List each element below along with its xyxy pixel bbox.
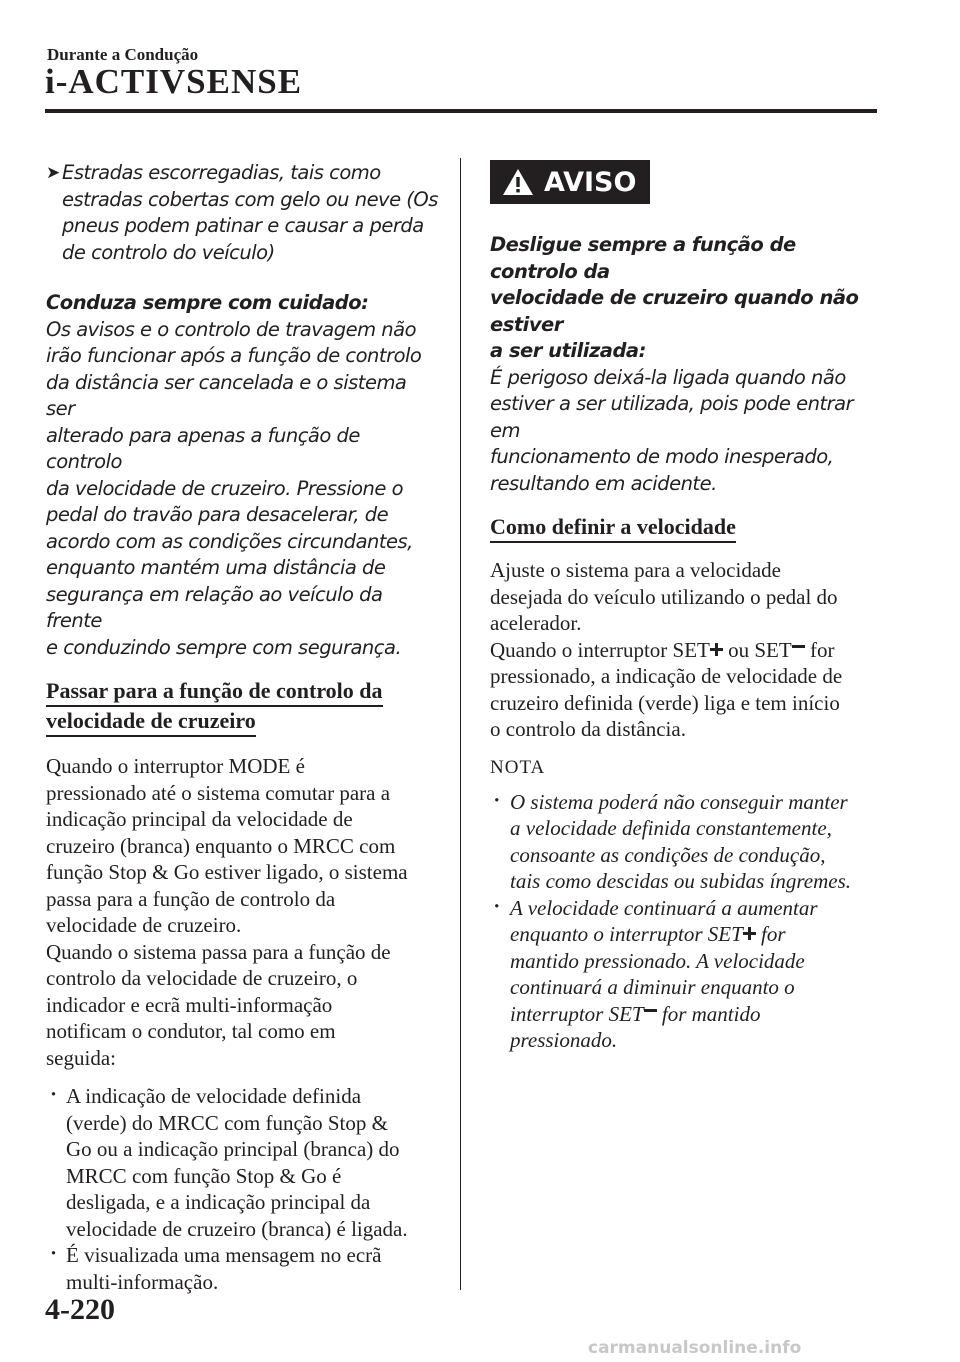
right-column xyxy=(490,160,880,1054)
section-title-line: Como definir a velocidade xyxy=(490,514,736,539)
bullet-dot-icon: · xyxy=(494,787,500,812)
note-label: NOTA xyxy=(490,756,546,778)
body-line: Quando o sistema passa para a função de xyxy=(46,939,391,964)
caution-line: segurança em relação ao veículo da frente xyxy=(46,582,383,632)
body-line: passa para a função de controlo da xyxy=(46,886,336,911)
warning-badge xyxy=(490,160,650,204)
header-rule xyxy=(45,109,877,113)
note-line: consoante as condições de condução, xyxy=(510,842,826,867)
body-line: notificam o condutor, tal como em xyxy=(46,1019,336,1043)
section-title-cruise-switch-2 xyxy=(46,707,256,737)
warning-text-line: funcionamento de modo inesperado, xyxy=(490,445,834,468)
arrow-item-line: estradas cobertas com gelo ou neve (Os xyxy=(62,187,438,211)
body-line: pressionado, a indicação de velocidade de xyxy=(490,664,843,688)
column-divider xyxy=(460,158,461,1290)
arrow-item-line: de controlo do veículo) xyxy=(62,240,275,264)
plus-icon xyxy=(710,643,723,656)
body-line: função Stop & Go estiver ligado, o sistema xyxy=(46,860,408,884)
warning-heading-line: a ser utilizada: xyxy=(490,339,646,362)
caution-heading: Conduza sempre com cuidado: xyxy=(46,291,369,314)
body-line: controlo da velocidade de cruzeiro, o xyxy=(46,966,358,990)
note-line: tais como descidas ou subidas íngremes. xyxy=(510,869,852,893)
note-line: continuará a diminuir enquanto o xyxy=(510,975,795,999)
warning-text xyxy=(490,365,880,498)
caution-line: irão funcionar após a função de controlo xyxy=(46,344,422,367)
note-line xyxy=(510,1001,880,1028)
body-line: desejada do veículo utilizando o pedal do xyxy=(490,584,838,609)
note-line: a velocidade definida constantemente, xyxy=(510,816,832,840)
warning-triangle-icon xyxy=(502,168,534,196)
bullet-line: Go ou a indicação principal (branca) do xyxy=(66,1137,400,1161)
bullet-dot-icon: · xyxy=(50,1241,58,1265)
header-title: i-ACTIVSENSE xyxy=(45,62,303,101)
bullet-line: multi-informação. xyxy=(66,1269,219,1294)
caution-line: enquanto mantém uma distância de xyxy=(46,556,386,579)
bullet-line: É visualizada uma mensagem no ecrã xyxy=(66,1243,382,1267)
section-title-line: velocidade de cruzeiro xyxy=(46,708,256,733)
warning-heading-line: velocidade de cruzeiro quando não estiver xyxy=(490,286,859,336)
plus-icon xyxy=(743,927,756,940)
body-line: cruzeiro (branca) enquanto o MRCC com xyxy=(46,833,396,858)
section-title-set-speed xyxy=(490,513,736,543)
note-line: mantido pressionado. A velocidade xyxy=(510,948,805,973)
body-line: indicação principal da velocidade de xyxy=(46,807,353,831)
note-text-run: for xyxy=(755,922,786,946)
body-text-run: ou SET xyxy=(722,637,792,662)
body-line: Quando o interruptor MODE é xyxy=(46,754,305,778)
caution-line: da velocidade de cruzeiro. Pressione o xyxy=(46,476,404,500)
body-line: pressionado até o sistema comutar para a xyxy=(46,780,391,805)
note-line xyxy=(510,921,880,948)
bullet-line: MRCC com função Stop & Go é xyxy=(66,1163,342,1188)
bullet-item xyxy=(46,1242,438,1295)
header-section-label: Durante a Condução xyxy=(47,45,199,64)
caution-line: acordo com as condições circundantes, xyxy=(46,529,413,553)
bullet-dot-icon: · xyxy=(50,1082,58,1106)
triangle-arrow-icon: ➤ xyxy=(46,163,60,183)
arrow-item-line: pneus podem patinar e causar a perda xyxy=(62,214,424,237)
bullet-line: desligada, e a indicação principal da xyxy=(66,1190,371,1214)
note-bullet xyxy=(490,789,880,895)
warning-text-line: É perigoso deixá-la ligada quando não xyxy=(490,365,846,389)
note-text-run: for mantido xyxy=(656,1001,761,1026)
warning-text-line: estiver a ser utilizada, pois pode entrar em xyxy=(490,392,854,442)
body-text-run: Quando o interruptor SET xyxy=(490,637,710,662)
note-line: A velocidade continuará a aumentar xyxy=(510,895,818,920)
body-line: indicador e ecrã multi-informação xyxy=(46,992,333,1017)
arrow-item-line: Estradas escorregadias, tais como xyxy=(62,161,381,184)
bullet-item xyxy=(46,1083,438,1242)
warning-label: AVISO xyxy=(544,166,637,198)
note-bullet xyxy=(490,895,880,1054)
warning-text-line: resultando em acidente. xyxy=(490,471,717,495)
body-paragraph xyxy=(490,557,880,743)
watermark: carmanualsonline.info xyxy=(588,1338,802,1358)
warning-heading-line: Desligue sempre a função de controlo da xyxy=(490,233,796,283)
bullet-line: A indicação de velocidade definida xyxy=(66,1084,362,1108)
bullet-line: (verde) do MRCC com função Stop & xyxy=(66,1110,388,1135)
caution-line: pedal do travão para desacelerar, de xyxy=(46,503,389,526)
left-column xyxy=(46,160,438,1295)
bullet-line: velocidade de cruzeiro (branca) é ligada. xyxy=(66,1216,408,1241)
body-line xyxy=(490,637,880,664)
body-line: Ajuste o sistema para a velocidade xyxy=(490,558,781,582)
body-line: o controlo da distância. xyxy=(490,717,686,741)
warning-heading xyxy=(490,232,880,365)
note-text-run: enquanto o interruptor SET xyxy=(510,922,743,946)
note-line: O sistema poderá não conseguir manter xyxy=(510,789,848,814)
caution-line: e conduzindo sempre com segurança. xyxy=(46,635,402,659)
body-line: seguida: xyxy=(46,1045,116,1070)
caution-line: alterado para apenas a função de controlo xyxy=(46,423,360,473)
bullet-dot-icon: · xyxy=(494,893,500,918)
section-title-cruise-switch xyxy=(46,677,383,707)
minus-icon xyxy=(792,640,805,653)
caution-text xyxy=(46,317,438,662)
note-text-run: interruptor SET xyxy=(510,1001,644,1026)
body-line: acelerador. xyxy=(490,611,582,635)
body-line: cruzeiro definida (verde) liga e tem início xyxy=(490,690,840,715)
minus-icon xyxy=(644,1004,657,1017)
note-line: pressionado. xyxy=(510,1028,618,1052)
body-text-run: for xyxy=(804,637,835,662)
section-title-line: Passar para a função de controlo da xyxy=(46,678,383,703)
caution-line: da distância ser cancelada e o sistema ser xyxy=(46,370,407,420)
body-paragraph xyxy=(46,753,438,1071)
caution-line: Os avisos e o controlo de travagem não xyxy=(46,317,417,341)
body-line: velocidade de cruzeiro. xyxy=(46,913,242,937)
page-number: 4-220 xyxy=(45,1293,115,1326)
arrow-list-item xyxy=(46,160,438,266)
